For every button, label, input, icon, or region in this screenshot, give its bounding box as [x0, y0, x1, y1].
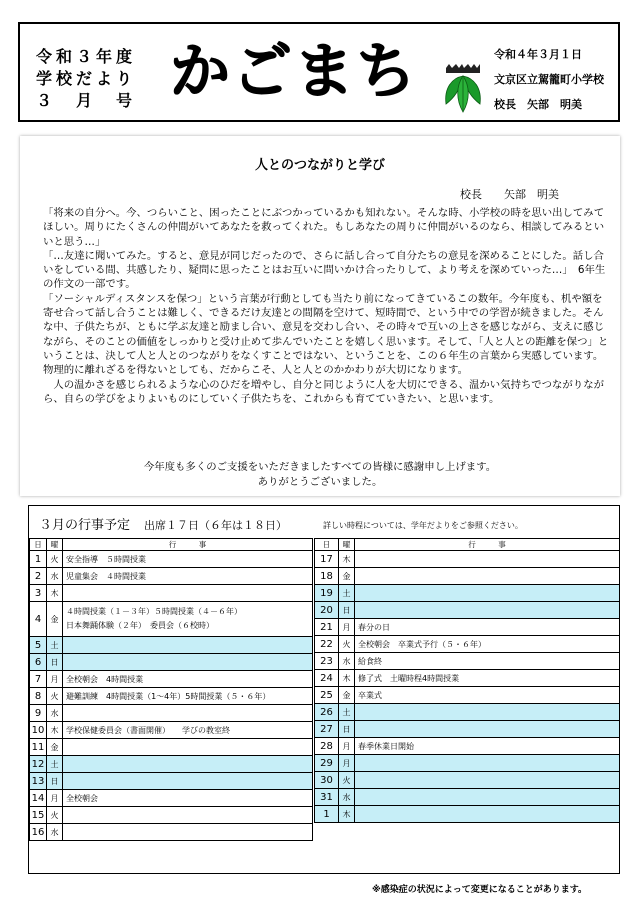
schedule-event: [63, 722, 313, 739]
schedule-event: [355, 687, 620, 704]
schedule-date: 16: [30, 824, 47, 841]
schedule-weekday: 土: [47, 637, 63, 654]
header-weekday: 曜: [339, 539, 355, 551]
schedule-row: [315, 806, 620, 823]
schedule-row: [315, 568, 620, 585]
schedule-row: [30, 637, 313, 654]
schedule-row: [30, 807, 313, 824]
schedule-weekday: 木: [47, 585, 63, 602]
attendance-days: 出席１７日（６年は１８日）: [144, 519, 288, 532]
schedule-weekday: 火: [339, 772, 355, 789]
schedule-weekday: 水: [339, 653, 355, 670]
schedule-event: [63, 807, 313, 824]
schedule-weekday: 火: [47, 807, 63, 824]
schedule-row: [30, 722, 313, 739]
schedule-date: 31: [315, 789, 339, 806]
article-title: 人とのつながりと学び: [254, 158, 385, 173]
schedule-date: 1: [30, 551, 47, 568]
schedule-date: 6: [30, 654, 47, 671]
article-paragraph: 「…友達に聞いてみた。すると、意見が同じだったので、さらに話し合って自分たちの意見を深めることにした。話し合いをしている間、共感したり、疑問に思ったことはお互いに問いかけ合ったりして、より考えを深めていった…」 6年生の作文の一部です。: [43, 249, 606, 291]
schedule-event: [355, 653, 620, 670]
schedule-row: [315, 704, 620, 721]
schedule-weekday: 火: [47, 688, 63, 705]
schedule-row: [315, 670, 620, 687]
schedule-row: [315, 721, 620, 738]
schedule-date: 30: [315, 772, 339, 789]
schedule-event: [63, 637, 313, 654]
article-author: 校長 矢部 明美: [460, 188, 559, 201]
schedule-weekday: 水: [47, 568, 63, 585]
schedule-date: 7: [30, 671, 47, 688]
schedule-event-line: 給食終: [358, 656, 382, 666]
schedule-row: [315, 636, 620, 653]
newsletter-header: [18, 22, 620, 122]
schedule-date: 5: [30, 637, 47, 654]
schedule-date: 27: [315, 721, 339, 738]
schedule-event-line: 全校朝会: [66, 793, 98, 803]
schedule-row: [30, 824, 313, 841]
schedule-row: [315, 619, 620, 636]
schedule-date: 12: [30, 756, 47, 773]
schedule-title: [39, 514, 287, 533]
schedule-event-line: 春季休業日開始: [358, 741, 414, 751]
schedule-weekday: 月: [339, 738, 355, 755]
article-paragraph: 「ソーシャルディスタンスを保つ」という言葉が行動としても当たり前になってきているこの数年。今年度も、机や額を寄せ合って話し合うことは難しく、できるだけ友達との間隔を空けて、短時間で、という中での学習が続きました。そんな中、子供たちが、ともに学ぶ友達と励まし合い、意見を交わし合い、その時々で互いの上さを感じながら、支えに感じながら、そのことの価値をしっかりと受け止めて歩んでいたことを嬉しく思います。そして、「人と人との距離を保つ」ということは、決して人と人とのつながりをなくすことではない、ということを、この６年生の言葉から実感しています。物理的に離れざるを得ないとしても、だからこそ、人と人とのかかわりが大切になります。: [43, 292, 609, 377]
schedule-date: 14: [30, 790, 47, 807]
schedule-weekday: 日: [339, 602, 355, 619]
schedule-event: [355, 602, 620, 619]
schedule-event: [355, 806, 620, 823]
schedule-date: 25: [315, 687, 339, 704]
schedule-weekday: 金: [339, 568, 355, 585]
schedule-date: 2: [30, 568, 47, 585]
schedule-date: 20: [315, 602, 339, 619]
header-weekday: 曜: [47, 539, 63, 551]
header-day: 日: [30, 539, 47, 551]
schedule-event-line: 安全指導 ５時間授業: [66, 554, 146, 564]
schedule-event-line: 全校朝会 4時間授業: [66, 674, 144, 684]
footnote: ※感染症の状況によって変更になることがあります。: [372, 885, 588, 895]
schedule-event: [63, 739, 313, 756]
principal-name: 校長 矢部 明美: [494, 98, 582, 111]
schedule-date: 4: [30, 602, 47, 637]
schedule-weekday: 土: [339, 585, 355, 602]
schedule-event: [63, 790, 313, 807]
schedule-table-left: [29, 538, 313, 841]
schedule-event: [355, 738, 620, 755]
schedule-row: [30, 756, 313, 773]
issue-year: 令和３年度: [36, 47, 137, 66]
schedule-event-line: 春分の日: [358, 622, 390, 632]
schedule-event: [63, 705, 313, 722]
schedule-event: [355, 585, 620, 602]
schedule-date: 10: [30, 722, 47, 739]
article-paragraph: 人の温かさを感じられるような心のひだを増やし、自分と同じように人を大切にできる、温かい気持ちでつながりながら、自らの学びをよりよいものにしていく子供たちを、これからも育てていきたい、と思います。: [43, 378, 604, 405]
schedule-row: [30, 688, 313, 705]
schedule-note: 詳しい時程については、学年だよりをご参照ください。: [323, 521, 523, 530]
schedule-event: [63, 773, 313, 790]
schedule-row: [30, 585, 313, 602]
schedule-weekday: 月: [339, 755, 355, 772]
schedule-row: [30, 739, 313, 756]
schedule-event: [355, 636, 620, 653]
schedule-row: [30, 790, 313, 807]
schedule-date: 9: [30, 705, 47, 722]
schedule-header-row: [30, 539, 313, 551]
schedule-row: [315, 755, 620, 772]
schedule-event-line: ４時間授業（１－３年）５時間授業（４－６年）: [66, 607, 242, 616]
schedule-weekday: 土: [47, 756, 63, 773]
schedule-event: [355, 551, 620, 568]
schedule-date: 8: [30, 688, 47, 705]
schedule-event: [355, 704, 620, 721]
schedule-weekday: 木: [47, 722, 63, 739]
schedule-event-line: 避難訓練 4時間授業（1～4年）5時間授業（５・６年）: [66, 691, 271, 701]
schedule-weekday: 日: [339, 721, 355, 738]
header-event: 行 事: [63, 539, 313, 551]
schedule-event: [355, 721, 620, 738]
schedule-weekday: 水: [339, 789, 355, 806]
schedule-row: [30, 705, 313, 722]
schedule-date: 3: [30, 585, 47, 602]
schedule-event: [355, 772, 620, 789]
schedule-weekday: 土: [339, 704, 355, 721]
schedule-row: [30, 654, 313, 671]
schedule-event-line: 学校保健委員会（書面開催） 学びの教室終: [66, 725, 230, 735]
schedule-date: 24: [315, 670, 339, 687]
schedule-event: [63, 585, 313, 602]
schedule-event: [63, 551, 313, 568]
issue-type: 学校だより: [36, 69, 137, 88]
schedule-event: [63, 602, 313, 637]
school-name: 文京区立駕籠町小学校: [494, 73, 604, 86]
schedule-row: [315, 653, 620, 670]
issue-date: 令和４年３月１日: [494, 48, 582, 61]
schedule-weekday: 金: [339, 687, 355, 704]
schedule-event-line: 日本舞踊体験（２年） 委員会（６校時）: [66, 621, 214, 630]
schedule-date: 15: [30, 807, 47, 824]
schedule-date: 26: [315, 704, 339, 721]
header-day: 日: [315, 539, 339, 551]
schedule-event: [355, 619, 620, 636]
schedule-row: [30, 602, 313, 637]
schedule-event-line: 全校朝会 卒業式予行（５・６年）: [358, 639, 486, 649]
issue-month: ３ 月 号: [36, 91, 137, 110]
header-meta: [494, 42, 604, 117]
schedule-weekday: 日: [47, 654, 63, 671]
newsletter-title: かごまち: [170, 37, 418, 107]
principal-message: [20, 136, 620, 496]
schedule-event: [355, 755, 620, 772]
schedule-date: 18: [315, 568, 339, 585]
schedule-date: 22: [315, 636, 339, 653]
schedule-row: [30, 671, 313, 688]
schedule-date: 19: [315, 585, 339, 602]
schedule-heading: ３月の行事予定: [39, 518, 131, 533]
schedule-row: [315, 551, 620, 568]
schedule-weekday: 火: [339, 636, 355, 653]
schedule-date: 13: [30, 773, 47, 790]
march-schedule: [28, 505, 620, 874]
schedule-row: [30, 551, 313, 568]
article-paragraph: 「将来の自分へ。今、つらいこと、困ったことにぶつかっているかも知れない。そんな時、小学校の時を思い出してみてほしい。周りにたくさんの仲間がいてあなたを救ってくれた。もしあなたの周りに仲間がいるのなら、相談してみるといいと思う…」: [43, 207, 605, 248]
article-closing: ありがとうございました。: [257, 476, 383, 488]
schedule-weekday: 木: [339, 670, 355, 687]
school-emblem-icon: [440, 64, 486, 114]
schedule-header-row: [315, 539, 620, 551]
schedule-weekday: 月: [47, 790, 63, 807]
schedule-row: [315, 602, 620, 619]
schedule-event: [63, 688, 313, 705]
schedule-event-line: 児童集会 ４時間授業: [66, 571, 146, 581]
schedule-weekday: 月: [47, 671, 63, 688]
schedule-table-right: [314, 538, 620, 823]
schedule-event: [355, 568, 620, 585]
schedule-row: [315, 738, 620, 755]
schedule-date: 28: [315, 738, 339, 755]
schedule-weekday: 水: [47, 824, 63, 841]
header-event: 行 事: [355, 539, 620, 551]
schedule-row: [315, 585, 620, 602]
schedule-event: [63, 756, 313, 773]
schedule-row: [315, 772, 620, 789]
schedule-weekday: 金: [47, 739, 63, 756]
schedule-weekday: 火: [47, 551, 63, 568]
schedule-row: [315, 789, 620, 806]
schedule-weekday: 木: [339, 806, 355, 823]
schedule-event-line: 卒業式: [358, 690, 382, 700]
schedule-weekday: 水: [47, 705, 63, 722]
schedule-date: 11: [30, 739, 47, 756]
schedule-event: [63, 654, 313, 671]
schedule-row: [315, 687, 620, 704]
schedule-date: 21: [315, 619, 339, 636]
schedule-date: 17: [315, 551, 339, 568]
schedule-weekday: 月: [339, 619, 355, 636]
issue-info: [36, 46, 156, 112]
schedule-date: 29: [315, 755, 339, 772]
schedule-event-line: 修了式 土曜時程4時間授業: [358, 673, 460, 683]
schedule-event: [355, 670, 620, 687]
schedule-row: [30, 568, 313, 585]
schedule-event: [63, 671, 313, 688]
article-body: [43, 206, 611, 406]
schedule-row: [30, 773, 313, 790]
schedule-date: 23: [315, 653, 339, 670]
schedule-weekday: 日: [47, 773, 63, 790]
schedule-weekday: 木: [339, 551, 355, 568]
schedule-event: [63, 568, 313, 585]
schedule-weekday: 金: [47, 602, 63, 637]
schedule-event: [355, 789, 620, 806]
schedule-event: [63, 824, 313, 841]
schedule-date: 1: [315, 806, 339, 823]
article-thanks: 今年度も多くのご支援をいただきましたすべての皆様に感謝申し上げます。: [143, 461, 497, 473]
